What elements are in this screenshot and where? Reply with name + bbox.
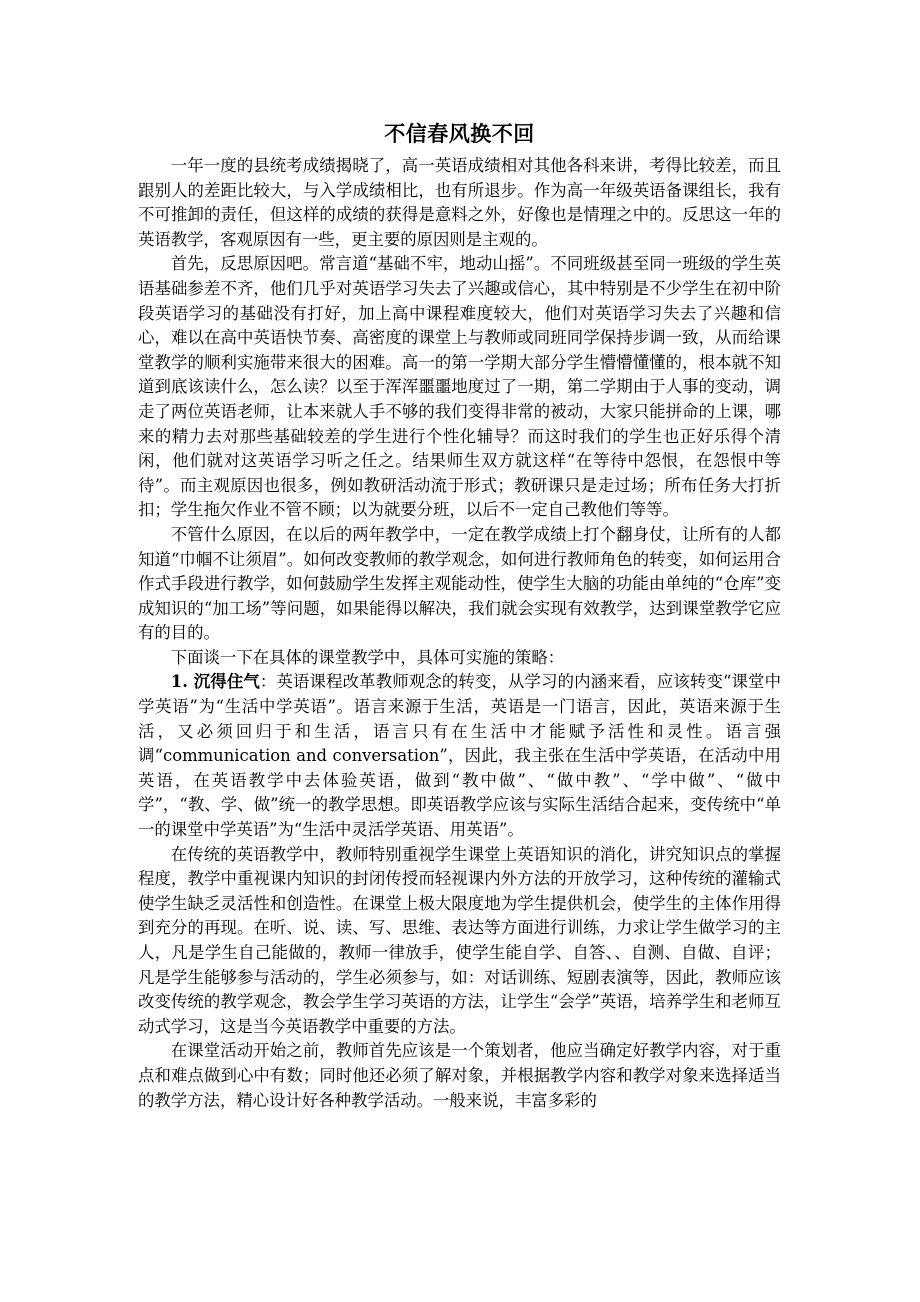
document-title: 不信春风换不回 — [384, 122, 535, 146]
paragraph-strategy-1 — [138, 670, 781, 842]
strategy-1-heading: 1. 沉得住气 — [170, 672, 260, 692]
strategy-1-text: ：英语课程改革教师观念的转变，从学习的内涵来看，应该转变“课堂中学英语”为“生活中学英语”。语言来源于生活，英语是一门语言，因此，英语来源于生活，又必须回归于和生活，语言只有在生活中才能赋予活性和灵性。语言强调“communication and conversation”，因此，我主张在生活中学英语，在活动中用英语，在英语教学中去体验英语，做到“教中做”、“做中教”、“学中做”、“做中学”，“教、学、做”统一的教学思想。即英语教学应该与实际生活结合起来，变传统中“单一的课堂中学英语”为“生活中灵活学英语、用英语”。 — [138, 672, 781, 840]
paragraph-intro: 一年一度的县统考成绩揭晓了，高一英语成绩相对其他各科来讲，考得比较差，而且跟别人的差距比较大，与入学成绩相比，也有所退步。作为高一年级英语备课组长，我有不可推卸的责任，但这样的成绩的获得是意料之外，好像也是情理之中的。反思这一年的英语教学，客观原因有一些，更主要的原因则是主观的。 — [138, 156, 781, 249]
paragraph-planner: 在课堂活动开始之前，教师首先应该是一个策划者，他应当确定好教学内容，对于重点和难点做到心中有数；同时他还必须了解对象，并根据教学内容和教学对象来选择适当的教学方法，精心设计好各种教学活动。一般来说，丰富多彩的 — [138, 1041, 781, 1110]
paragraph-reasons: 首先，反思原因吧。常言道“基础不牢，地动山摇”。不同班级甚至同一班级的学生英语基础参差不齐，他们几乎对英语学习失去了兴趣或信心，其中特别是不少学生在初中阶段英语学习的基础没有打好，加上高中课程难度较大，他们对英语学习失去了兴趣和信心，难以在高中英语快节奏、高密度的课堂上与教师或同班同学保持步调一致，从而给课堂教学的顺利实施带来很大的困难。高一的第一学期大部分学生懵懵懂懂的，根本就不知道到底该读什么，怎么读？以至于浑浑噩噩地度过了一期，第二学期由于人事的变动，调走了两位英语老师，让本来就人手不够的我们变得非常的被动，大家只能拼命的上课，哪来的精力去对那些基础较差的学生进行个性化辅导？而这时我们的学生也正好乐得个清闲，他们就对这英语学习听之任之。结果师生双方就这样“在等待中怨恨，在怨恨中等待”。而主观原因也很多，例如教研活动流于形式；教研课只是走过场；所布任务大打折扣；学生拖欠作业不管不顾；以为就要分班，以后不一定自己教他们等等。 — [138, 254, 781, 520]
paragraph-traditional: 在传统的英语教学中，教师特别重视学生课堂上英语知识的消化，讲究知识点的掌握程度，教学中重视课内知识的封闭传授而轻视课内外方法的开放学习，这种传统的灌输式使学生缺乏灵活性和创造性。在课堂上极大限度地为学生提供机会，使学生的主体作用得到充分的再现。在听、说、读、写、思维、表达等方面进行训练，力求让学生做学习的主人，凡是学生自己能做的，教师一律放手，使学生能自学、自答、、自测、自做、自评；凡是学生能够参与活动的，学生必须参与，如：对话训练、短剧表演等，因此，教师应该改变传统的教学观念，教会学生学习英语的方法，让学生“会学”英语，培养学生和老师互动式学习，这是当今英语教学中重要的方法。 — [138, 844, 781, 1036]
document-page — [138, 118, 781, 1113]
paragraph-strategy-intro: 下面谈一下在具体的课堂教学中，具体可实施的策略： — [170, 647, 565, 667]
paragraph-goal: 不管什么原因，在以后的两年教学中，一定在教学成绩上打个翻身仗，让所有的人都知道“巾帼不让须眉”。如何改变教师的教学观念，如何进行教师角色的转变，如何运用合作式手段进行教学，如何鼓励学生发挥主观能动性，使学生大脑的功能由单纯的“仓库”变成知识的“加工场”等问题，如果能得以解决，我们就会实现有效教学，达到课堂教学它应有的目的。 — [138, 524, 781, 643]
document-content — [138, 118, 781, 1113]
